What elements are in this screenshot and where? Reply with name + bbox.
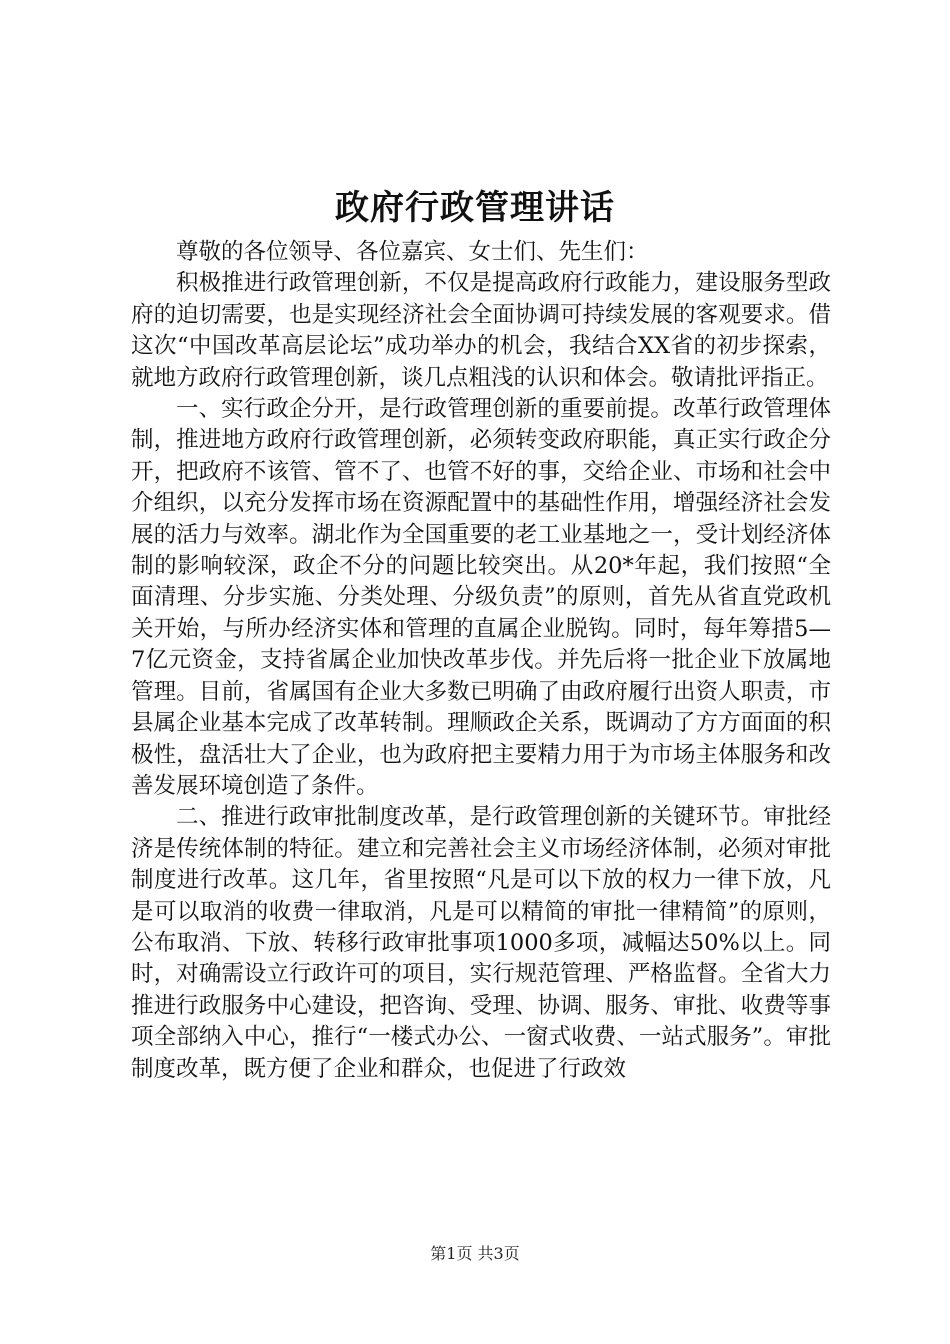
paragraph-intro: 积极推进行政管理创新，不仅是提高政府行政能力，建设服务型政府的迫切需要，也是实现经济社会全面协调可持续发展的客观要求。借这次“中国改革高层论坛”成功举办的机会，我结合XX省的初步探索，就地方政府行政管理创新，谈几点粗浅的认识和体会。敬请批评指正。 xyxy=(131,270,831,391)
paragraph-section-one: 一、实行政企分开，是行政管理创新的重要前提。改革行政管理体制，推进地方政府行政管理创新，必须转变政府职能，真正实行政企分开，把政府不该管、管不了、也管不好的事，交给企业、市场和社会中介组织，以充分发挥市场在资源配置中的基础性作用，增强经济社会发展的活力与效率。湖北作为全国重要的老工业基地之一，受计划经济体制的影响较深，政企不分的问题比较突出。从20*年起，我们按照“全面清理、分步实施、分类处理、分级负责”的原则，首先从省直党政机关开始，与所办经济实体和管理的直属企业脱钩。同时，每年筹措5—7亿元资金，支持省属企业加快改革步伐。并先后将一批企业下放属地管理。目前，省属国有企业大多数已明确了由政府履行出资人职责，市县属企业基本完成了改革转制。理顺政企关系，既调动了方方面面的积极性，盘活壮大了企业，也为政府把主要精力用于为市场主体服务和改善发展环境创造了条件。 xyxy=(131,396,831,799)
document-title: 政府行政管理讲话 xyxy=(335,188,615,228)
page-number-footer: 第1页 共3页 xyxy=(430,1244,520,1263)
paragraph-section-two: 二、推进行政审批制度改革，是行政管理创新的关键环节。审批经济是传统体制的特征。建立和完善社会主义市场经济体制，必须对审批制度进行改革。这几年，省里按照“凡是可以下放的权力一律下放，凡是可以取消的收费一律取消，凡是可以精简的审批一律精简”的原则，公布取消、下放、转移行政审批事项1000多项，减幅达50%以上。同时，对确需设立行政许可的项目，实行规范管理、严格监督。全省大力推进行政服务中心建设，把咨询、受理、协调、服务、审批、收费等事项全部纳入中心，推行“一楼式办公、一窗式收费、一站式服务”。审批制度改革，既方便了企业和群众，也促进了行政效 xyxy=(131,804,831,1082)
document-body xyxy=(131,237,831,1085)
salutation: 尊敬的各位领导、各位嘉宾、女士们、先生们： xyxy=(176,239,649,265)
